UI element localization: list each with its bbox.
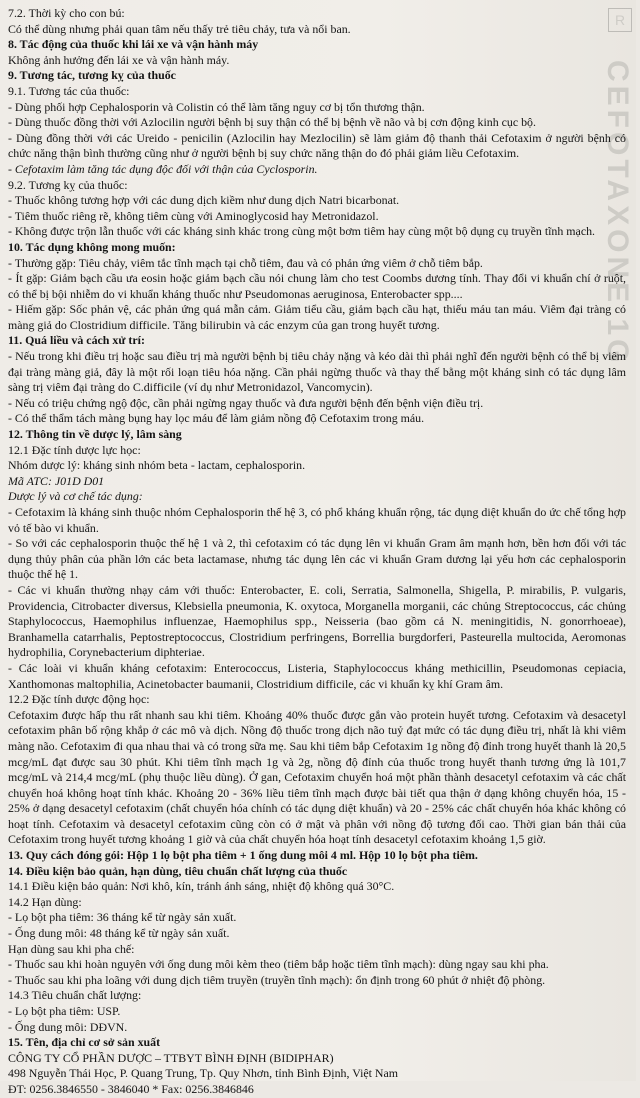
paragraph: ĐT: 0256.3846550 - 3846040 * Fax: 0256.3846846 xyxy=(8,1081,254,1096)
section-heading: 9. Tương tác, tương kỵ của thuốc xyxy=(8,68,176,83)
paragraph: - Dùng thuốc đồng thời với Azlocilin người bệnh bị suy thận có thể bị bệnh về não và bị cơn động kinh cục bộ. xyxy=(8,115,536,130)
paragraph: - Thường gặp: Tiêu chảy, viêm tắc tĩnh mạch tại chỗ tiêm, đau và có phản ứng viêm ở chỗ tiêm bắp. xyxy=(8,255,483,270)
paragraph: - Ống dung môi: 48 tháng kể từ ngày sản xuất. xyxy=(8,926,230,941)
paragraph: - Nếu có triệu chứng ngộ độc, cần phải ngừng ngay thuốc và đưa người bệnh đến bệnh viện điều trị. xyxy=(8,395,484,410)
paragraph: - Không được trộn lẫn thuốc với các kháng sinh khác trong cùng một bơm tiêm hay cùng một bộ dụng cụ truyền tĩnh mạch. xyxy=(8,224,596,239)
paragraph: - Các vi khuẩn thường nhạy cảm với thuốc: Enterobacter, E. coli, Serratia, Salmonella, Shigella, P. mirabilis, P. vulgaris, Providencia, Citrobacter diversus, Klebsiella pneumonia, K. oxytoca, Morganella morganii, các chủng Streptococcus, các chủng Staphylococcus, Haemophilus influenzae, Haemophilus spp., Neisseria (bao gồm cả N. meningitidis, N. gonorrhoeae), Branhamella catarrhalis, Peptostreptococcus, Clostridium perfringens, Borrellia burgdorferi, Pasteurella multocida, Aeromonas hydrophilia, Corynebacterium diphteriae. xyxy=(8,582,626,660)
paragraph: - Có thể thẩm tách màng bụng hay lọc máu để làm giảm nồng độ Cefotaxim trong máu. xyxy=(8,411,425,426)
paragraph: - Lọ bột pha tiêm: USP. xyxy=(8,1004,121,1018)
paragraph: 12.1 Đặc tính dược lực học: xyxy=(8,442,141,457)
paragraph: - Thuốc sau khi hoàn nguyên với ống dung môi kèm theo (tiêm bắp hoặc tiêm tĩnh mạch): dùng ngay sau khi pha. xyxy=(8,957,549,972)
paragraph: - Lọ bột pha tiêm: 36 tháng kể từ ngày sản xuất. xyxy=(8,910,237,925)
paragraph: 12.2 Đặc tính dược động học: xyxy=(8,692,150,707)
section-heading: 11. Quá liều và cách xử trí: xyxy=(8,333,145,348)
watermark-logo: R xyxy=(608,8,632,32)
paragraph: 9.1. Tương tác của thuốc: xyxy=(8,83,130,98)
paragraph: - Các loài vi khuẩn kháng cefotaxim: Enterococcus, Listeria, Staphylococcus kháng methicillin, Pseudomonas cepiacia, Xanthomonas maltophilia, Acinetobacter baumanii, Clostridium difficile, các vi khuẩn kỵ khí Gram âm. xyxy=(8,660,626,691)
paragraph: Cefotaxim được hấp thu rất nhanh sau khi tiêm. Khoảng 40% thuốc được gắn vào protein huyết tương. Cefotaxim và desacetyl cefotaxim phân bố rộng khắp ở các mô và dịch. Nồng độ thuốc trong dịch não tuỷ đạt mức có tác dụng điều trị, nhất là khi viêm màng não. Cefotaxim đi qua nhau thai và có trong sữa mẹ. Sau khi tiêm bắp Cefotaxim 1g nồng độ đỉnh trong huyết thanh là 20,5 mcg/mL đạt được sau 30 phút. Khi tiêm tĩnh mạch 1g và 2g, nồng độ đỉnh của thuốc trong huyết thanh tương ứng là 101,7 mcg/mL và 214,4 mcg/mL (phụ thuộc liều dùng). Ở gan, Cefotaxim chuyển hoá một phần thành desacetyl cefotaxim và các chất chuyển hoá không hoạt tính khác. Khoảng 20 - 36% liều tiêm tĩnh mạch được bài tiết qua thận ở dạng không chuyển hóa, 15 - 25% ở dạng desacetyl cefotaxim (chất chuyển hóa chính có tác dụng diệt khuẩn) và 20 - 25% các chất chuyển hóa khác không có hoạt tính. Cefotaxim và desacetyl cefotaxim cũng còn có ở mật và phân với nồng độ tương đối cao. Thời gian bán thải của Cefotaxim trong huyết tương khoảng 1 giờ và của chất chuyển hóa hoạt tính desacetyl cefotaxim khoảng 1,5 giờ. xyxy=(8,707,626,847)
section-heading: 10. Tác dụng không mong muốn: xyxy=(8,239,176,254)
paragraph: - Thuốc không tương hợp với các dung dịch kiềm như dung dịch Natri bicarbonat. xyxy=(8,193,400,208)
paragraph: Có thể dùng nhưng phải quan tâm nếu thấy trẻ tiêu chảy, tưa và nổi ban. xyxy=(8,21,351,36)
section-heading: 14. Điều kiện bảo quản, hạn dùng, tiêu chuẩn chất lượng của thuốc xyxy=(8,863,348,878)
paragraph: 7.2. Thời kỳ cho con bú: xyxy=(8,6,125,20)
paragraph: - Ống dung môi: DĐVN. xyxy=(8,1019,128,1034)
paragraph: - Nếu trong khi điều trị hoặc sau điều trị mà người bệnh bị tiêu chảy nặng và kéo dài thì phải nghĩ đến người bệnh có thể bị viêm đại tràng màng giả, đây là một rối loạn tiêu hóa nặng. Cần phải ngừng thuốc và thay thế bằng một kháng sinh có tác dụng lâm sàng trị viêm đại tràng do C.difficile (ví dụ như Metronidazol, Vancomycin). xyxy=(8,349,626,395)
paragraph: 9.2. Tương kỵ của thuốc: xyxy=(8,177,128,192)
paragraph: Dược lý và cơ chế tác dụng: xyxy=(8,489,143,504)
paragraph: - Thuốc sau khi pha loãng với dung dịch tiêm truyền (truyền tĩnh mạch): ổn định trong 60 phút ở nhiệt độ phòng. xyxy=(8,972,546,987)
paragraph: CÔNG TY CỔ PHẦN DƯỢC – TTBYT BÌNH ĐỊNH (BIDIPHAR) xyxy=(8,1050,334,1065)
paragraph: - Cefotaxim là kháng sinh thuộc nhóm Cephalosporin thế hệ 3, có phổ kháng khuẩn rộng, tác dụng diệt khuẩn do ức chế tổng hợp vỏ tế bào vi khuẩn. xyxy=(8,505,626,535)
paragraph: Mã ATC: J01D D01 xyxy=(8,473,105,488)
paragraph: 14.2 Hạn dùng: xyxy=(8,894,82,909)
section-heading: 13. Quy cách đóng gói: Hộp 1 lọ bột pha tiêm + 1 ống dung môi 4 ml. Hộp 10 lọ bột pha tiêm. xyxy=(8,848,478,863)
paragraph: - Tiêm thuốc riêng rẽ, không tiêm cùng với Aminoglycosid hay Metronidazol. xyxy=(8,208,379,223)
paragraph: - Ít gặp: Giảm bạch cầu ưa eosin hoặc giảm bạch cầu nói chung làm cho test Coombs dương tính. Thay đổi vi khuẩn chí ở ruột, có thể bị bội nhiễm do vi khuẩn kháng thuốc như Pseudomonas aeruginosa, Enterobacter spp.... xyxy=(8,271,626,301)
paragraph: 498 Nguyễn Thái Học, P. Quang Trung, Tp. Quy Nhơn, tỉnh Bình Định, Việt Nam xyxy=(8,1066,399,1081)
paragraph: Hạn dùng sau khi pha chế: xyxy=(8,941,135,956)
paragraph: - Cefotaxim làm tăng tác dụng độc đối với thận của Cyclosporin. xyxy=(8,161,318,176)
paragraph: Không ảnh hưởng đến lái xe và vận hành máy. xyxy=(8,52,230,67)
paragraph: 14.1 Điều kiện bảo quản: Nơi khô, kín, tránh ánh sáng, nhiệt độ không quá 30°C. xyxy=(8,879,395,894)
paragraph: Nhóm dược lý: kháng sinh nhóm beta - lactam, cephalosporin. xyxy=(8,458,306,473)
section-heading: 8. Tác động của thuốc khi lái xe và vận hành máy xyxy=(8,37,259,52)
section-heading: 15. Tên, địa chỉ cơ sở sản xuất xyxy=(8,1035,161,1050)
section-heading: 12. Thông tin về dược lý, lâm sàng xyxy=(8,427,182,442)
leaflet-text xyxy=(8,6,626,1098)
paragraph: - Dùng phối hợp Cephalosporin và Colistin có thể làm tăng nguy cơ bị tổn thương thận. xyxy=(8,99,425,114)
paragraph: 14.3 Tiêu chuẩn chất lượng: xyxy=(8,988,142,1003)
paragraph: - So với các cephalosporin thuộc thế hệ 1 và 2, thì cefotaxim có tác dụng lên vi khuẩn Gram âm mạnh hơn, bền hơn đối với tác dụng thủy phân của phần lớn các beta lactamase, nhưng tác dụng lên các vi khuẩn Gram dương lại yếu hơn các cephalosporin thuộc thế hệ 1. xyxy=(8,536,626,582)
watermark-product-name: CEFOTAXONE 1G xyxy=(601,60,634,367)
paragraph: - Dùng đồng thời với các Ureido - penicilin (Azlocilin hay Mezlocilin) sẽ làm giảm độ thanh thải Cefotaxim ở người bệnh có chức năng thận bình thường cũng như ở người bệnh bị suy chức năng thận do đó phải giảm liều Cefotaxim. xyxy=(8,130,626,161)
paragraph: - Hiếm gặp: Sốc phản vệ, các phản ứng quá mẫn cảm. Giảm tiểu cầu, giảm bạch cầu hạt, thiếu máu tan máu. Viêm đại tràng có màng giả do Clostridium difficile. Tăng bilirubin và các enzym của gan trong huyết tương. xyxy=(8,302,626,332)
